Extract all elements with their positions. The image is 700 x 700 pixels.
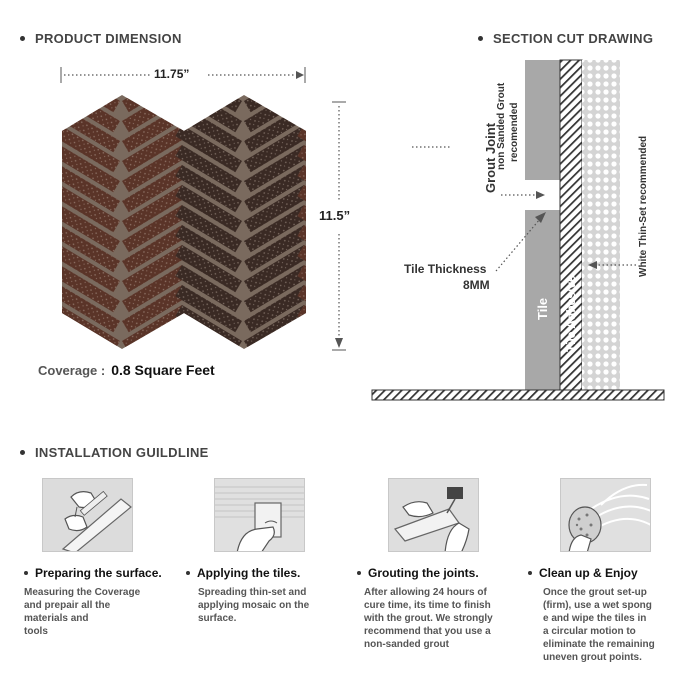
- bullet-icon: [20, 36, 25, 41]
- tile-thickness-value: 8MM: [463, 278, 490, 292]
- step-title: Applying the tiles.: [186, 566, 300, 580]
- bullet-icon: [186, 571, 190, 575]
- bullet-icon: [528, 571, 532, 575]
- step-title: Grouting the joints.: [357, 566, 479, 580]
- step-description: Measuring the Coverage and prepair all the materials and tools: [24, 587, 141, 637]
- herringbone-tile-image: [62, 95, 306, 349]
- step-description: After allowing 24 hours of cure time, its time to finish with the grout. We strongly recommend that you use a non-sanded grout: [364, 587, 493, 650]
- tile-adhesive-label: Tile Adhesive: [564, 275, 578, 352]
- height-dimension-line: [328, 100, 350, 354]
- bullet-icon: [357, 571, 361, 575]
- step-title: Preparing the surface.: [24, 566, 162, 580]
- grout-float-icon: [388, 478, 479, 552]
- tile-label: Tile: [535, 297, 550, 320]
- step-description: Once the grout set-up (firm), use a wet spong e and wipe the tiles in a circular motion to eliminate the remaining uneven grout points.: [543, 587, 655, 663]
- trowel-icon: [214, 478, 305, 552]
- tile-thickness-label: Tile Thickness: [404, 262, 487, 276]
- bullet-icon: [478, 36, 483, 41]
- coverage-text: Coverage : 0.8 Square Feet: [38, 362, 215, 378]
- installation-title: INSTALLATION GUILDLINE: [20, 445, 209, 460]
- section-cut-diagram: [370, 56, 670, 406]
- product-dimension-title: PRODUCT DIMENSION: [20, 31, 182, 46]
- thinset-note-label: White Thin-Set recommended: [638, 135, 649, 277]
- step-title: Clean up & Enjoy: [528, 566, 638, 580]
- section-cut-title: SECTION CUT DRAWING: [478, 31, 653, 46]
- bullet-icon: [20, 450, 25, 455]
- step-description: Spreading thin-set and applying mosaic on the surface.: [198, 587, 310, 624]
- height-label: 11.5”: [319, 208, 351, 223]
- grout-note-line2: recomended: [509, 102, 520, 162]
- bullet-icon: [24, 571, 28, 575]
- sponge-icon: [560, 478, 651, 552]
- width-label: 11.75”: [154, 67, 190, 81]
- grout-joint-label: Grout Joint: [483, 122, 498, 193]
- grout-note-line1: non Sanded Grout: [496, 82, 507, 170]
- measuring-icon: [42, 478, 133, 552]
